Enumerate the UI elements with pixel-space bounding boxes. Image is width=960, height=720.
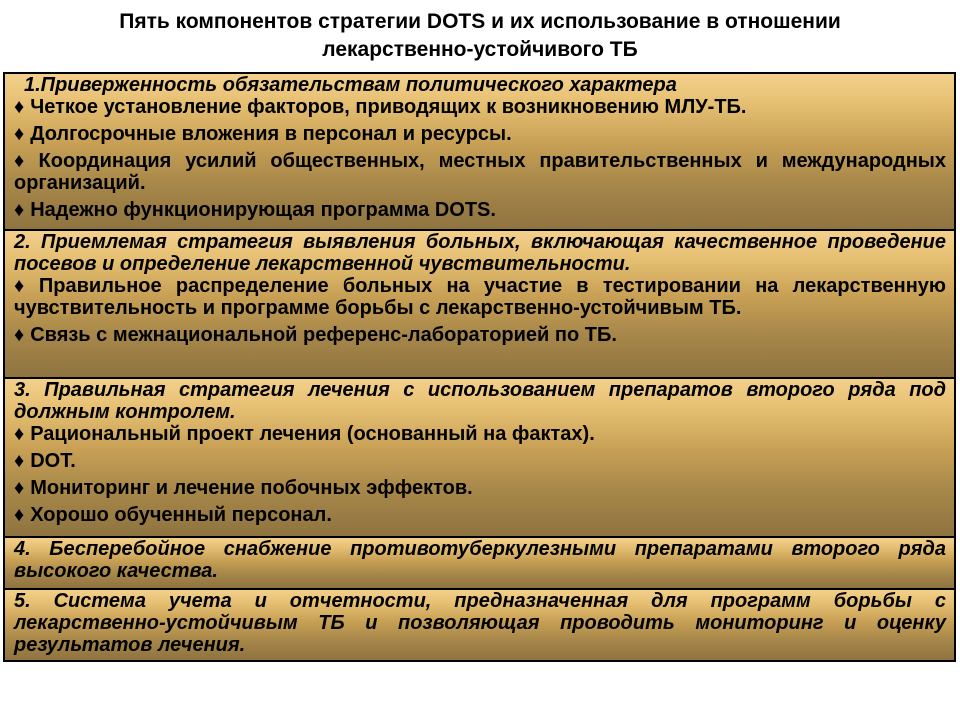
- title-line-2: лекарственно-устойчивого ТБ: [322, 38, 638, 61]
- component-row-1: [5, 74, 954, 229]
- component-3-bullet-3: ♦ Мониторинг и лечение побочных эффектов.: [14, 477, 946, 499]
- component-row-5: [5, 590, 954, 660]
- component-1-bullet-3: ♦ Координация усилий общественных, местных правительственных и международных организаций.: [14, 150, 946, 194]
- title-line-1: Пять компонентов стратегии DOTS и их использование в отношении: [119, 10, 841, 33]
- component-row-2: [5, 231, 954, 377]
- component-row-3: [5, 379, 954, 536]
- component-row-4: [5, 538, 954, 588]
- component-5-header: 5. Система учета и отчетности, предназначенная для программ борьбы с лекарственно-устойчивым ТБ и позволяющая проводить мониторинг и оценку результатов лечения.: [14, 590, 946, 656]
- component-1-header: 1.Приверженность обязательствам политического характера: [24, 74, 677, 96]
- component-2-bullet-1: ♦ Правильное распределение больных на участие в тестировании на лекарственную чувствительность и программе борьбы с лекарственно-устойчивым ТБ.: [14, 275, 946, 319]
- component-1-bullet-1: ♦ Четкое установление факторов, приводящих к возникновению МЛУ-ТБ.: [14, 96, 946, 118]
- component-2-header: 2. Приемлемая стратегия выявления больных, включающая качественное проведение посевов и определение лекарственной чувствительности.: [14, 231, 946, 275]
- component-3-header: 3. Правильная стратегия лечения с использованием препаратов второго ряда под должным контролем.: [14, 379, 946, 423]
- component-1-bullet-2: ♦ Долгосрочные вложения в персонал и ресурсы.: [14, 123, 946, 145]
- slide-title: [0, 8, 960, 64]
- component-3-bullet-2: ♦ DOT.: [14, 450, 946, 472]
- component-3-bullet-1: ♦ Рациональный проект лечения (основанный на фактах).: [14, 423, 946, 445]
- dots-components-table: [3, 72, 956, 662]
- component-2-bullet-2: ♦ Связь с межнациональной референс-лабораторией по ТБ.: [14, 324, 946, 346]
- component-4-header: 4. Бесперебойное снабжение противотуберкулезными препаратами второго ряда высокого качества.: [14, 538, 946, 582]
- component-3-bullet-4: ♦ Хорошо обученный персонал.: [14, 504, 946, 526]
- component-1-bullet-4: ♦ Надежно функционирующая программа DOTS.: [14, 199, 946, 221]
